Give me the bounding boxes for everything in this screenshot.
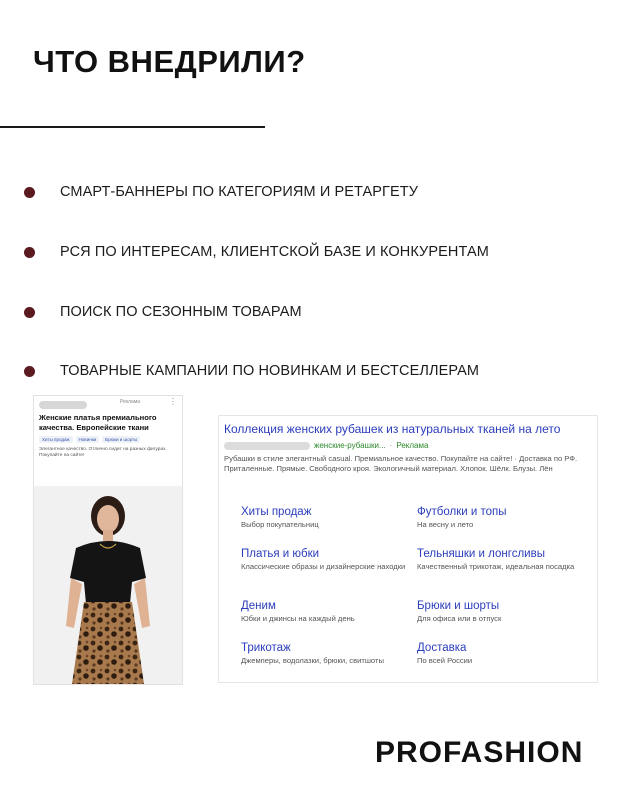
product-photo[interactable]: [34, 486, 182, 684]
search-ad-title[interactable]: Коллекция женских рубашек из натуральных тканей на лето: [224, 422, 561, 436]
brand-logo: PROFASHION: [375, 736, 584, 769]
bullet-text: СМАРТ-БАННЕРЫ ПО КАТЕГОРИЯМ И РЕТАРГЕТУ: [60, 184, 419, 200]
sitelink-desc: Классические образы и дизайнерские находки: [241, 562, 406, 571]
bullet-item: [24, 304, 302, 320]
ad-label: Реклама: [120, 399, 141, 405]
sitelink-title[interactable]: Футболки и топы: [417, 506, 507, 518]
sitelink-desc: На весну и лето: [417, 520, 474, 529]
blurred-domain: [224, 442, 310, 450]
bullet-dot-icon: [24, 247, 35, 258]
sitelink[interactable]: [417, 506, 587, 530]
sitelink[interactable]: [241, 506, 411, 530]
sitelink[interactable]: [417, 642, 587, 666]
mobile-ad-link[interactable]: Хиты продаж: [39, 436, 73, 443]
blurred-domain: [39, 401, 87, 409]
bullet-dot-icon: [24, 307, 35, 318]
bullet-text: ПОИСК ПО СЕЗОННЫМ ТОВАРАМ: [60, 304, 302, 320]
model-image: [34, 486, 182, 684]
mobile-ad-title[interactable]: Женские платья премиального качества. Европейские ткани: [39, 413, 157, 432]
ad-label: Реклама: [396, 441, 429, 450]
sitelink-title[interactable]: Деним: [241, 600, 276, 612]
search-ad-url[interactable]: [224, 441, 428, 450]
sitelink-title[interactable]: Хиты продаж: [241, 506, 312, 518]
sitelink-desc: Джемперы, водолазки, брюки, свитшоты: [241, 656, 384, 665]
sitelink-title[interactable]: Доставка: [417, 642, 467, 654]
sitelink-title[interactable]: Платья и юбки: [241, 548, 320, 560]
mobile-ad-card: [33, 395, 183, 685]
mobile-ad-links: [39, 436, 140, 443]
sitelink-title[interactable]: Тельняшки и лонгсливы: [417, 548, 545, 560]
page-title: ЧТО ВНЕДРИЛИ?: [33, 44, 306, 79]
sitelink[interactable]: [241, 600, 411, 624]
sitelink[interactable]: [241, 642, 411, 666]
title-divider: [0, 126, 265, 128]
sitelink[interactable]: [417, 600, 587, 624]
mobile-ad-link[interactable]: Новинки: [76, 436, 100, 443]
sitelink[interactable]: [417, 548, 587, 572]
sitelink-desc: Юбки и джинсы на каждый день: [241, 614, 355, 623]
search-ad-description: Рубашки в стиле элегантный casual. Премиальное качество. Покупайте на сайте! · Доставка по РФ. Приталенные. Прямые. Свободного кроя. Экологичный материал. Хлопок. Шёлк. Блузы. Лён: [224, 454, 578, 473]
bullet-dot-icon: [24, 366, 35, 377]
separator: ·: [389, 441, 393, 450]
bullet-item: [24, 244, 489, 260]
search-ad-url-text[interactable]: женские-рубашки...: [314, 441, 386, 450]
sitelink-desc: Выбор покупательниц: [241, 520, 319, 529]
sitelink[interactable]: [241, 548, 411, 572]
sitelink-desc: Для офиса или в отпуск: [417, 614, 502, 623]
sitelink-desc: По всей России: [417, 656, 473, 665]
sitelink-title[interactable]: Брюки и шорты: [417, 600, 500, 612]
sitelink-desc: Качественный трикотаж, идеальная посадка: [417, 562, 575, 571]
mobile-ad-header: [34, 396, 182, 486]
mobile-ad-description: Элегантное качество. Отлично сидит на разных фигурах. Покупайте на сайте!: [39, 447, 167, 458]
bullet-text: РСЯ ПО ИНТЕРЕСАМ, КЛИЕНТСКОЙ БАЗЕ И КОНКУРЕНТАМ: [60, 244, 489, 260]
search-ad-card: [218, 415, 598, 683]
mobile-ad-link[interactable]: Брюки и шорты: [102, 436, 140, 443]
bullet-item: [24, 363, 479, 379]
more-icon[interactable]: ⋮: [169, 397, 177, 406]
bullet-text: ТОВАРНЫЕ КАМПАНИИ ПО НОВИНКАМ И БЕСТСЕЛЛЕРАМ: [60, 363, 480, 379]
sitelink-title[interactable]: Трикотаж: [241, 642, 291, 654]
bullet-dot-icon: [24, 187, 35, 198]
bullet-item: [24, 184, 418, 200]
